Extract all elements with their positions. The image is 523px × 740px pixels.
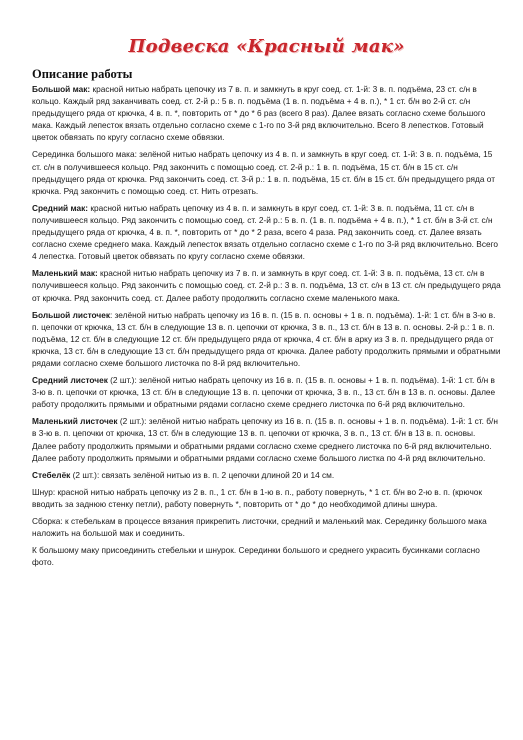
paragraph-large-poppy-center	[32, 148, 501, 196]
paragraph-text: Шнур: красной нитью набрать цепочку из 2 в. п., 1 ст. б/н в 1-ю в. п., работу повернуть, * 1 ст. б/н во 2-ю в. п. (крючок вводить за заднюю стенку петли), работу повернуть *, повторить от * до * до необходимой длины шнура.	[32, 486, 483, 509]
paragraph-large-leaf	[32, 309, 501, 369]
section-heading: Описание работы	[32, 67, 133, 81]
document-title: Подвеска «Красный мак»	[128, 36, 405, 57]
paragraph-label: Средний мак:	[32, 202, 89, 213]
paragraph-label: Стебелёк	[32, 469, 71, 480]
paragraph-small-poppy	[32, 267, 501, 303]
paragraph-label: Средний листочек	[32, 375, 108, 386]
paragraph-label: Маленький листочек	[32, 416, 118, 427]
paragraph-text: красной нитью набрать цепочку из 4 в. п. и замкнуть в круг соед. ст. 1-й: 3 в. п. подъёма, 11 ст. с/н в получившееся кольцо. Ряд закончить с помощью соед. ст. 2-й р.: 5 в. п. (1 в. п. подъёма + 4 в. п.), * 1 ст. б/н в 3-й ст. с/н предыдущего ряда от крючка, 4 в. п. *, повторить от * до * 2 раза, всего 4 раза. Ряд закончить соед. ст. Далее вязать согласно схеме среднего мака. Каждый лепесток вязать отдельно согласно схеме с 1-го по 3-й ряд включительно. Всего 4 лепестка. Готовый цветок обвязать по кругу согласно схеме обвязки.	[32, 202, 499, 262]
paragraph-text: : зелёной нитью набрать цепочку из 16 в. п. (15 в. п. основы + 1 в. п. подъёма). 1-й: 1 ст. б/н в 3-ю в. п. цепочки от крючка, 13 ст. б/н в следующие 13 в. п. цепочки от крючка, 3 в. п., 13 ст. б/н в 13 в. п. основы. Далее работу продолжить прямыми и обратными рядами согласно схеме среднего листочка по 6-й ряд включительно.	[32, 375, 496, 410]
document-title-block	[32, 36, 501, 62]
paragraph-cord	[32, 486, 501, 510]
paragraph-text: Сборка: к стебелькам в процессе вязания прикрепить листочки, средний и маленький мак. Серединку большого мака наложить на большой мак и соединить.	[32, 516, 487, 539]
paragraph-text: : связать зелёной нитью из в. п. 2 цепочки длиной 20 и 14 см.	[96, 469, 335, 480]
paragraph-small-leaf	[32, 415, 501, 463]
paragraph-stem	[32, 469, 501, 481]
paragraph-label: Маленький мак:	[32, 268, 98, 279]
instructions-body	[32, 83, 501, 568]
paragraph-text: красной нитью набрать цепочку из 7 в. п. и замкнуть в круг соед. ст. 1-й: 3 в. п. подъёма, 13 ст. с/н в получившееся кольцо. Ряд закончить с помощью соед. ст. 2-й р.: 3 в. п. подъёма, 13 ст. с/н в 13 ст. с/н предыдущего ряда от крючка. Ряд закончить соед. ст. Далее работу продолжить согласно схеме маленького мака.	[32, 268, 501, 303]
paragraph-label: Большой мак:	[32, 84, 91, 94]
paragraph-suffix: (2 шт.)	[117, 416, 145, 427]
paragraph-suffix: (2 шт.)	[70, 469, 97, 480]
paragraph-text: Серединка большого мака: зелёной нитью набрать цепочку из 4 в. п. и замкнуть в круг соед. ст. 1-й: 3 в. п. подъёма, 15 ст. с/н в получившееся кольцо. Ряд закончить с помощью соед. ст. 2-й р.: 1 в. п. подъёма, 15 ст. б/н в 15 ст. с/н предыдущего ряда от крючка. Ряд закончить соед. ст. 3-й р.: 1 в. п. подъёма, 15 ст. б/н в 15 ст. б/н предыдущего ряда от крючка. Ряд закончить с помощью соед. ст. Нить отрезать.	[32, 149, 495, 196]
paragraph-large-poppy	[32, 83, 501, 143]
paragraph-label: Большой листочек	[32, 309, 110, 320]
paragraph-assembly	[32, 515, 501, 539]
paragraph-text: К большому маку присоединить стебельки и шнурок. Серединки большого и среднего украсить бусинками согласно фото.	[32, 545, 480, 568]
paragraph-text: красной нитью набрать цепочку из 7 в. п. и замкнуть в круг соед. ст. 1-й: 3 в. п. подъёма, 23 ст. с/н в кольцо. Каждый ряд заканчивать соед. ст. 2-й р.: 5 в. п. подъёма (1 в. п. подъёма + 4 в. п.), * 1 ст. б/н во 2-й ст. с/н предыдущего ряда от крючка, 4 в. п. *, повторить от * до * 6 раз (всего 8 раз). Далее вязать согласно схеме большого мака. Каждый лепесток вязать отдельно согласно схеме с 1-го по 3-й ряд включительно. Всего 8 лепестков. Готовый цветок обвязать по кругу согласно схеме обвязки.	[32, 84, 486, 143]
paragraph-medium-leaf	[32, 374, 501, 410]
paragraph-text: : зелёной нитью набрать цепочку из 16 в. п. (15 в. п. основы + 1 в. п. подъёма). 1-й: 1 ст. б/н в 3-ю в. п. цепочки от крючка, 13 ст. б/н в следующие 13 в. п. цепочки от крючка, 3 в. п., 13 ст. б/н в 13 в. п. основы. Далее работу продолжить прямыми и обратными рядами согласно схеме среднего листочка по 6-й ряд включительно. Далее работу продолжить прямыми и обратными рядами согласно схеме большого листка по 4-й ряд включительно.	[32, 416, 498, 463]
paragraph-finishing	[32, 544, 501, 568]
paragraph-suffix: (2 шт.)	[107, 375, 135, 386]
paragraph-text: : зелёной нитью набрать цепочку из 16 в. п. (15 в. п. основы + 1 в. п. подъёма). 1-й: 1 ст. б/н в 3-ю в. п. цепочки от крючка, 13 ст. б/н в следующие 13 в. п. цепочки от крючка, 3 в. п., 13 ст. б/н в 13 в. п. основы. 2-й р.: 1 в. п. подъёма, 12 ст. б/н в следующие 12 ст. б/н предыдущего ряда от крючка, 4 ст. б/н в арку из 3 в. п. предыдущего ряда от крючка, 13 ст. б/н в следующие 13 ст. б/н предыдущего ряда от крючка. Далее работу продолжить прямыми и обратными рядами согласно схеме большого листочка по 8-й ряд включительно.	[32, 309, 501, 368]
paragraph-medium-poppy	[32, 202, 501, 262]
